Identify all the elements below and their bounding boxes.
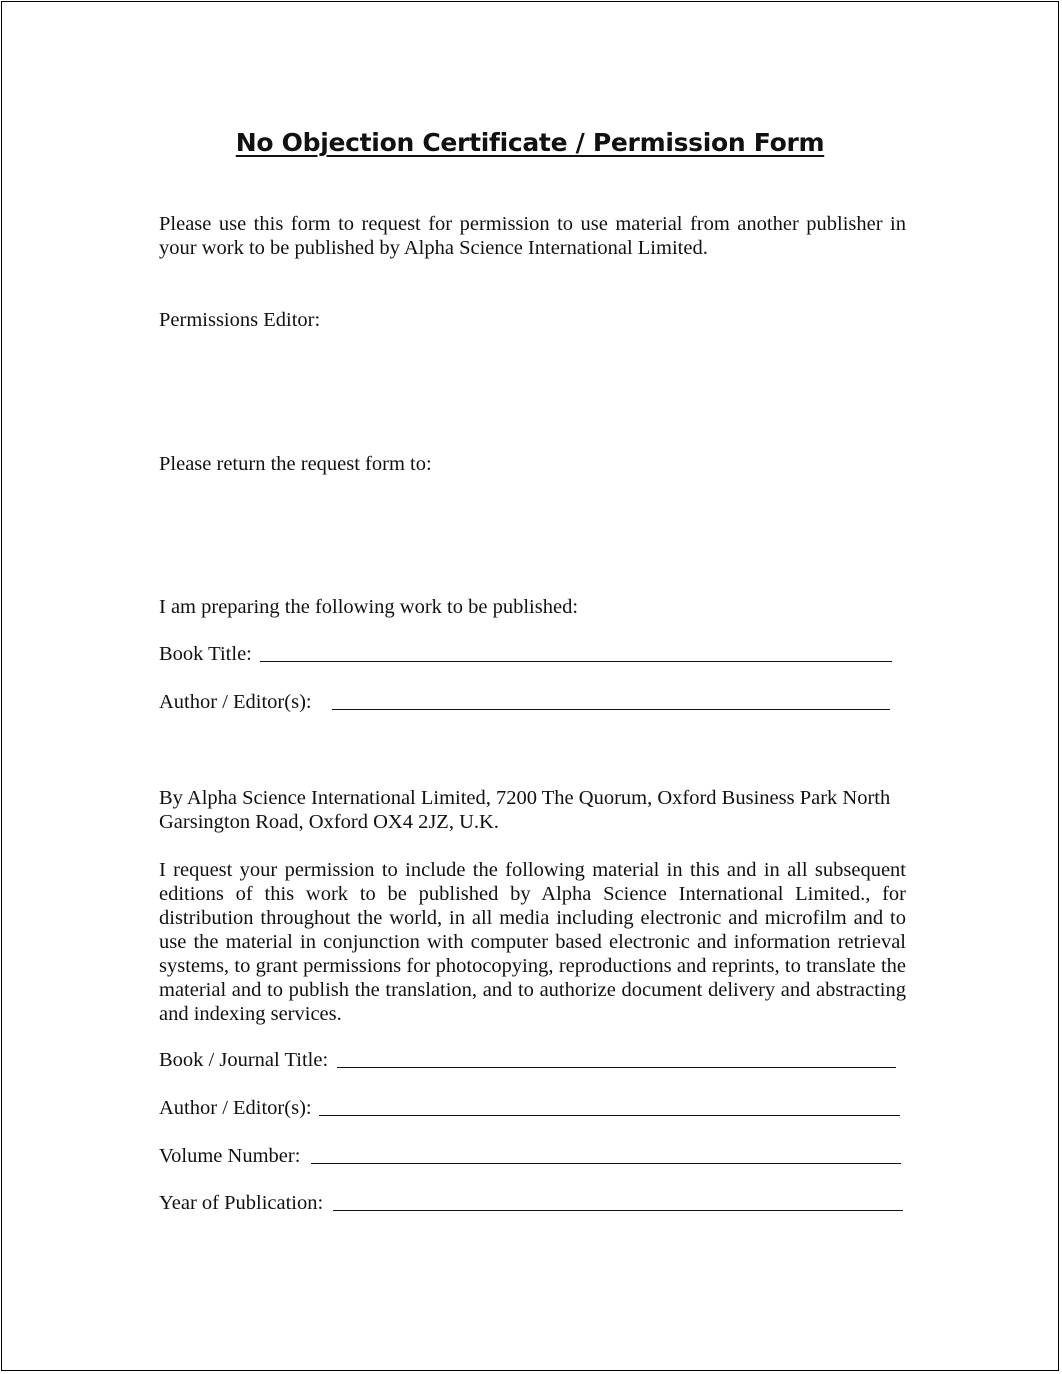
request-paragraph: I request your permission to include the following material in this and in all subsequent editions of this work to be published by Alpha Science International Limited., for distribution throughout the world, in all media including electronic and microfilm and to use the material in conjunction with computer based electronic and information retrieval systems, to grant permissions for photocopying, reproductions and reprints, to translate the material and to publish the translation, and to authorize document delivery and abstracting and indexing services. [159,859,906,1025]
source-title-label: Book / Journal Title: [159,1049,329,1071]
source-title-blank[interactable] [337,1067,896,1068]
source-author-blank[interactable] [319,1115,900,1116]
volume-number-field [159,1144,902,1170]
year-of-publication-field [159,1191,904,1217]
page-title-text: No Objection Certificate / Permission Form [235,128,825,157]
book-title-blank[interactable] [260,661,892,662]
document-page [1,1,1059,1371]
year-of-publication-blank[interactable] [333,1210,903,1211]
year-of-publication-label: Year of Publication: [159,1192,324,1214]
author-editor-label: Author / Editor(s): [159,691,312,713]
book-title-field [159,642,893,668]
permissions-editor-label: Permissions Editor: [159,309,321,331]
source-author-label: Author / Editor(s): [159,1097,312,1119]
intro-paragraph: Please use this form to request for permission to use material from another publisher in your work to be published by Alpha Science International Limited. [159,213,906,259]
source-author-field [159,1096,901,1122]
publisher-address-line2: Garsington Road, Oxford OX4 2JZ, U.K. [159,811,499,833]
author-editor-field [159,690,891,716]
volume-number-blank[interactable] [311,1163,901,1164]
volume-number-label: Volume Number: [159,1145,301,1167]
publisher-address-line1: By Alpha Science International Limited, 7200 The Quorum, Oxford Business Park North [159,787,891,809]
return-address-label: Please return the request form to: [159,453,432,475]
source-title-field [159,1048,897,1074]
page-title [2,128,1058,157]
preparing-work-label: I am preparing the following work to be published: [159,596,579,618]
author-editor-blank[interactable] [332,709,890,710]
book-title-label: Book Title: [159,643,252,665]
